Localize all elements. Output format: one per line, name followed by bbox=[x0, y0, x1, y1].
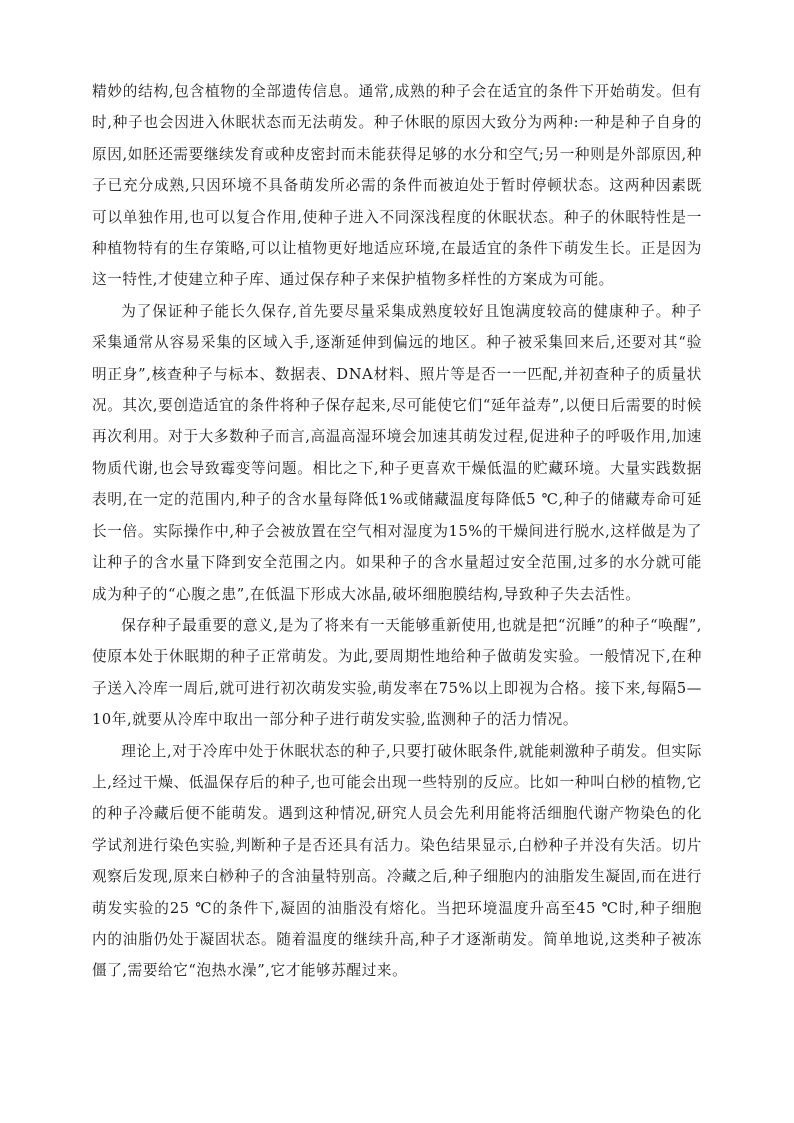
paragraph-1: 精妙的结构,包含植物的全部遗传信息。通常,成熟的种子会在适宜的条件下开始萌发。但有时,种子也会因进入休眠状态而无法萌发。种子休眠的原因大致分为两种:一种是种子自身的原因,如胚还需要继续发育或种皮密封而未能获得足够的水分和空气;另一种则是外部原因,种子已充分成熟,只因环境不具备萌发所必需的条件而被迫处于暂时停顿状态。这两种因素既可以单独作用,也可以复合作用,使种子进入不同深浅程度的休眠状态。种子的休眠特性是一种植物特有的生存策略,可以让植物更好地适应环境,在最适宜的条件下萌发生长。正是因为这一特性,才使建立种子库、通过保存种子来保护植物多样性的方案成为可能。 bbox=[92, 83, 702, 289]
paragraph-3: 保存种子最重要的意义,是为了将来有一天能够重新使用,也就是把“沉睡”的种子“唤醒”,使原本处于休眠期的种子正常萌发。为此,要周期性地给种子做萌发实验。一般情况下,在种子送入冷库一周后,就可进行初次萌发实验,萌发率在75%以上即视为合格。接下来,每隔5—10年,就要从冷库中取出一部分种子进行萌发实验,监测种子的活力情况。 bbox=[92, 616, 702, 729]
paragraph-2: 为了保证种子能长久保存,首先要尽量采集成熟度较好且饱满度较高的健康种子。种子采集通常从容易采集的区域入手,逐渐延伸到偏远的地区。种子被采集回来后,还要对其“验明正身”,核查种子与标本、数据表、DNA材料、照片等是否一一匹配,并初查种子的质量状况。其次,要创造适宜的条件将种子保存起来,尽可能使它们“延年益寿”,以便日后需要的时候再次利用。对于大多数种子而言,高温高湿环境会加速其萌发过程,促进种子的呼吸作用,加速物质代谢,也会导致霉变等问题。相比之下,种子更喜欢干燥低温的贮藏环境。大量实践数据表明,在一定的范围内,种子的含水量每降低1%或储藏温度每降低5 ℃,种子的储藏寿命可延长一倍。实际操作中,种子会被放置在空气相对湿度为15%的干燥间进行脱水,这样做是为了让种子的含水量下降到安全范围之内。如果种子的含水量超过安全范围,过多的水分就可能成为种子的“心腹之患”,在低温下形成大冰晶,破坏细胞膜结构,导致种子失去活性。 bbox=[92, 302, 702, 603]
paragraph-4: 理论上,对于冷库中处于休眠状态的种子,只要打破休眠条件,就能刺激种子萌发。但实际上,经过干燥、低温保存后的种子,也可能会出现一些特别的反应。比如一种叫白桫的植物,它的种子冷藏后便不能萌发。遇到这种情况,研究人员会先利用能将活细胞代谢产物染色的化学试剂进行染色实验,判断种子是否还具有活力。染色结果显示,白桫种子并没有失活。切片观察后发现,原来白桫种子的含油量特别高。冷藏之后,种子细胞内的油脂发生凝固,而在进行萌发实验的25 ℃的条件下,凝固的油脂没有熔化。当把环境温度升高至45 ℃时,种子细胞内的油脂仍处于凝固状态。随着温度的继续升高,种子才逐渐萌发。简单地说,这类种子被冻僵了,需要给它“泡热水澡”,它才能够苏醒过来。 bbox=[92, 742, 702, 980]
